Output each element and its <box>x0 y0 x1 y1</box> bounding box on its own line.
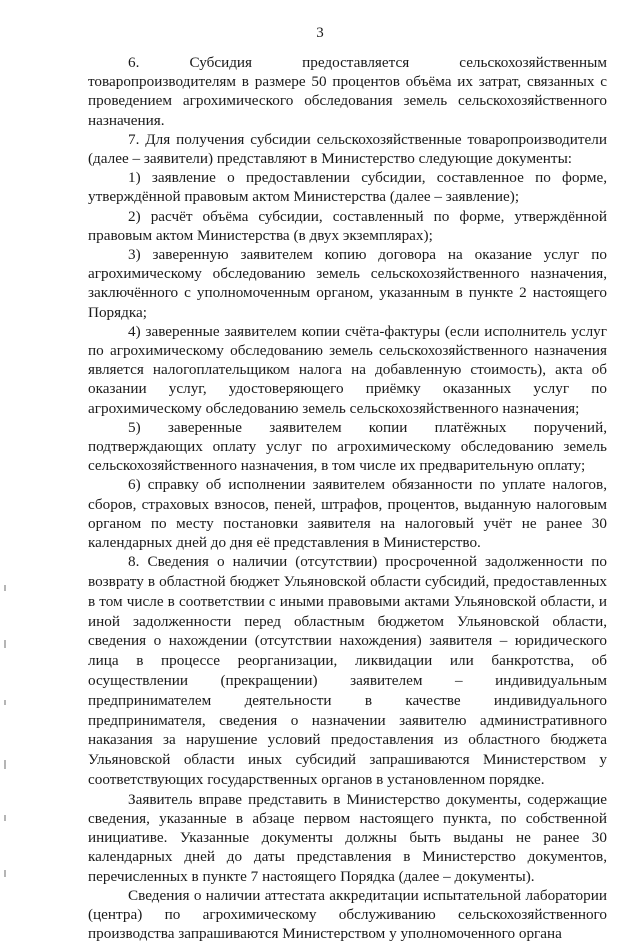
page-number: 3 <box>316 25 324 41</box>
scan-mark <box>4 585 6 591</box>
list-item-tax-certificate: 6) справку об исполнении заявителем обязанности по уплате налогов, сборов, страховых взносов, пеней, штрафов, процентов, выданную налоговым органом по месту постановки заявителя на налоговый учёт не ранее 30 календарных дней до дня её представления в Министерство. <box>88 476 607 552</box>
scan-mark <box>4 815 6 821</box>
list-item-contract-copy: 3) заверенную заявителем копию договора на оказание услуг по агрохимическому обследованию земель сельскохозяйственного назначения, заключённого с уполномоченным органом, указанным в пункте 2 настоящего Порядка; <box>88 246 607 321</box>
list-item-application: 1) заявление о предоставлении субсидии, составленное по форме, утверждённой правовым актом Министерства (далее – заявление); <box>88 169 607 206</box>
scan-mark <box>4 640 6 648</box>
scan-mark <box>4 760 6 769</box>
scan-mark <box>4 700 6 705</box>
scan-mark <box>4 870 6 877</box>
list-item-invoice-copies: 4) заверенные заявителем копии счёта-фактуры (если исполнитель услуг по агрохимическому обследованию земель сельскохозяйственного назначения является налогоплательщиком налога на добавленную стоимость), акта об оказании услуг, удостоверяющего приёмку оказанных услуг по агрохимическому обследованию земель сельскохозяйственного назначения; <box>88 322 607 417</box>
paragraph-information-requests: 8. Сведения о наличии (отсутствии) просроченной задолженности по возврату в областной бюджет Ульяновской области субсидий, предоставленных в том числе в соответствии с иными правовыми актами Ульяновской области, и иной задолженности перед областным бюджетом Ульяновской области, сведения о нахождении (отсутствии нахождения) заявителя – юридического лица в процессе реорганизации, ликвидации или банкротства, об осуществлении (прекращении) заявителем – индивидуальным предпринимателем деятельности в качестве индивидуального предпринимателя, сведения о назначении заявителю административного наказания за нарушение условий предоставления из областного бюджета Ульяновской области иных субсидий запрашиваются Министерством у соответствующих государственных органов в установленном порядке. <box>88 553 607 789</box>
paragraph-accreditation-info: Сведения о наличии аттестата аккредитации испытательной лаборатории (центра) по агрохимическому обслуживанию сельскохозяйственного производства запрашиваются Министерством у уполномоченного органа <box>88 886 607 943</box>
document-body <box>88 53 607 943</box>
paragraph-subsidy-size: 6. Субсидия предоставляется сельскохозяйственным товаропроизводителям в размере 50 процентов объёма их затрат, связанных с проведением агрохимического обследования земель сельскохозяйственного назначения. <box>88 54 607 129</box>
list-item-payment-orders: 5) заверенные заявителем копии платёжных поручений, подтверждающих оплату услуг по агрохимическому обследованию земель сельскохозяйственного назначения, в том числе их предварительную оплату; <box>88 418 607 475</box>
paragraph-documents-list-intro: 7. Для получения субсидии сельскохозяйственные товаропроизводители (далее – заявители) представляют в Министерство следующие документы: <box>88 130 607 168</box>
list-item-calculation: 2) расчёт объёма субсидии, составленный по форме, утверждённой правовым актом Министерства (в двух экземплярах); <box>88 207 607 244</box>
paragraph-applicant-initiative: Заявитель вправе представить в Министерство документы, содержащие сведения, указанные в абзаце первом настоящего пункта, по собственной инициативе. Указанные документы должны быть выданы не ранее 30 календарных дней до даты представления в Министерство документов, перечисленных в пункте 7 настоящего Порядка (далее – документы). <box>88 790 607 885</box>
